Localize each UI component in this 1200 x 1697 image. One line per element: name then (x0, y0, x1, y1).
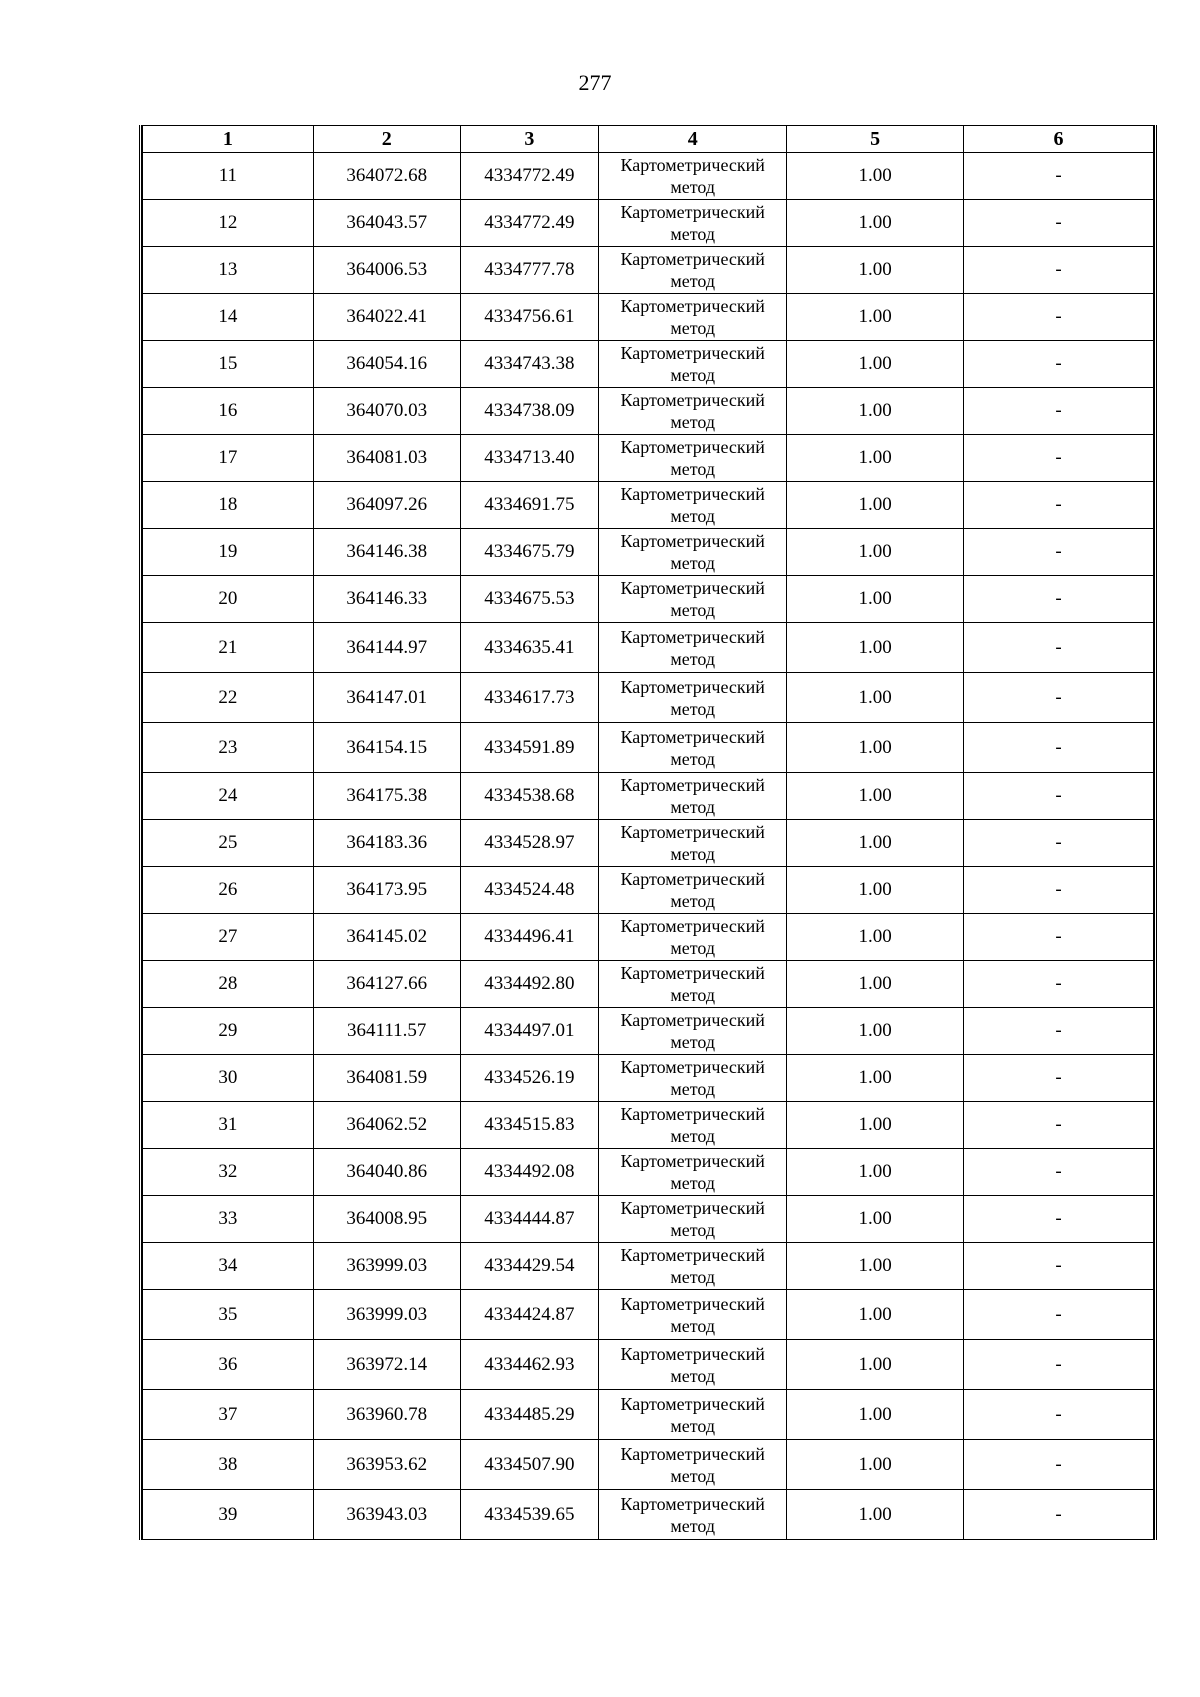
method-text-line1: Картометрический (620, 1198, 765, 1218)
method-text-line1: Картометрический (620, 1393, 765, 1414)
y-coordinate-cell: 4334507.90 (460, 1440, 599, 1490)
method-cell (599, 867, 787, 914)
method-text-line2: метод (670, 1415, 716, 1436)
method-text-line2: метод (670, 1267, 716, 1287)
method-cell (599, 1149, 787, 1196)
table-row (143, 867, 1154, 914)
method-text-line2: метод (670, 1220, 716, 1240)
x-coordinate-cell: 364146.38 (313, 529, 460, 576)
method-text-line2: метод (670, 1032, 716, 1052)
method-text-line2: метод (670, 177, 716, 197)
accuracy-cell: 1.00 (787, 247, 964, 294)
note-cell: - (964, 482, 1154, 529)
point-number-cell: 25 (143, 820, 314, 867)
column-header: 1 (143, 126, 314, 153)
x-coordinate-cell: 364111.57 (313, 1008, 460, 1055)
point-number-cell: 33 (143, 1196, 314, 1243)
method-text-line1: Картометрический (620, 155, 765, 175)
table-row (143, 1340, 1154, 1390)
x-coordinate-cell: 364040.86 (313, 1149, 460, 1196)
x-coordinate-cell: 364081.03 (313, 435, 460, 482)
table-row (143, 482, 1154, 529)
x-coordinate-cell: 364145.02 (313, 914, 460, 961)
y-coordinate-cell: 4334524.48 (460, 867, 599, 914)
method-text-line2: метод (670, 1515, 716, 1536)
note-cell: - (964, 1008, 1154, 1055)
method-text-line1: Картометрический (620, 1245, 765, 1265)
table-row (143, 1196, 1154, 1243)
accuracy-cell: 1.00 (787, 961, 964, 1008)
table-row (143, 1290, 1154, 1340)
y-coordinate-cell: 4334492.80 (460, 961, 599, 1008)
method-cell (599, 247, 787, 294)
point-number-cell: 20 (143, 576, 314, 623)
method-cell (599, 1243, 787, 1290)
x-coordinate-cell: 364043.57 (313, 200, 460, 247)
table-row (143, 1390, 1154, 1440)
y-coordinate-cell: 4334492.08 (460, 1149, 599, 1196)
accuracy-cell: 1.00 (787, 435, 964, 482)
y-coordinate-cell: 4334528.97 (460, 820, 599, 867)
method-cell (599, 673, 787, 723)
method-text-line1: Картометрический (620, 296, 765, 316)
note-cell: - (964, 1149, 1154, 1196)
coordinates-table-wrapper (139, 125, 1157, 1540)
table-row (143, 341, 1154, 388)
x-coordinate-cell: 363953.62 (313, 1440, 460, 1490)
table-header-row (143, 126, 1154, 153)
note-cell: - (964, 961, 1154, 1008)
accuracy-cell: 1.00 (787, 153, 964, 200)
point-number-cell: 18 (143, 482, 314, 529)
accuracy-cell: 1.00 (787, 576, 964, 623)
method-text-line2: метод (670, 412, 716, 432)
method-text-line1: Картометрический (620, 1104, 765, 1124)
point-number-cell: 21 (143, 623, 314, 673)
x-coordinate-cell: 364070.03 (313, 388, 460, 435)
y-coordinate-cell: 4334635.41 (460, 623, 599, 673)
x-coordinate-cell: 364144.97 (313, 623, 460, 673)
note-cell: - (964, 247, 1154, 294)
method-cell (599, 341, 787, 388)
note-cell: - (964, 820, 1154, 867)
x-coordinate-cell: 363972.14 (313, 1340, 460, 1390)
method-text-line1: Картометрический (620, 202, 765, 222)
column-header: 6 (964, 126, 1154, 153)
method-text-line1: Картометрический (620, 726, 765, 747)
method-text-line2: метод (670, 271, 716, 291)
table-row (143, 200, 1154, 247)
method-text-line2: метод (670, 600, 716, 620)
method-text-line2: метод (670, 938, 716, 958)
table-row (143, 723, 1154, 773)
note-cell: - (964, 1055, 1154, 1102)
x-coordinate-cell: 363999.03 (313, 1243, 460, 1290)
note-cell: - (964, 1102, 1154, 1149)
x-coordinate-cell: 364147.01 (313, 673, 460, 723)
accuracy-cell: 1.00 (787, 1149, 964, 1196)
method-cell (599, 773, 787, 820)
method-text-line1: Картометрический (620, 1493, 765, 1514)
note-cell: - (964, 723, 1154, 773)
method-text-line2: метод (670, 648, 716, 669)
y-coordinate-cell: 4334429.54 (460, 1243, 599, 1290)
point-number-cell: 26 (143, 867, 314, 914)
point-number-cell: 34 (143, 1243, 314, 1290)
x-coordinate-cell: 364154.15 (313, 723, 460, 773)
method-text-line2: метод (670, 553, 716, 573)
method-text-line1: Картометрический (620, 869, 765, 889)
method-text-line1: Картометрический (620, 343, 765, 363)
method-text-line1: Картометрический (620, 1151, 765, 1171)
note-cell: - (964, 435, 1154, 482)
x-coordinate-cell: 364183.36 (313, 820, 460, 867)
y-coordinate-cell: 4334675.53 (460, 576, 599, 623)
method-text-line1: Картометрический (620, 578, 765, 598)
y-coordinate-cell: 4334515.83 (460, 1102, 599, 1149)
table-row (143, 1008, 1154, 1055)
table-row (143, 1490, 1154, 1540)
method-cell (599, 529, 787, 576)
point-number-cell: 37 (143, 1390, 314, 1440)
y-coordinate-cell: 4334424.87 (460, 1290, 599, 1340)
y-coordinate-cell: 4334617.73 (460, 673, 599, 723)
method-text-line2: метод (670, 891, 716, 911)
method-text-line2: метод (670, 365, 716, 385)
method-text-line1: Картометрический (620, 437, 765, 457)
point-number-cell: 12 (143, 200, 314, 247)
accuracy-cell: 1.00 (787, 388, 964, 435)
accuracy-cell: 1.00 (787, 773, 964, 820)
table-row (143, 1243, 1154, 1290)
point-number-cell: 19 (143, 529, 314, 576)
note-cell: - (964, 576, 1154, 623)
table-row (143, 1440, 1154, 1490)
x-coordinate-cell: 363999.03 (313, 1290, 460, 1340)
coordinates-table (142, 125, 1154, 1540)
table-row (143, 388, 1154, 435)
point-number-cell: 31 (143, 1102, 314, 1149)
accuracy-cell: 1.00 (787, 294, 964, 341)
column-header: 5 (787, 126, 964, 153)
method-cell (599, 961, 787, 1008)
x-coordinate-cell: 364081.59 (313, 1055, 460, 1102)
table-row (143, 247, 1154, 294)
method-cell (599, 1390, 787, 1440)
point-number-cell: 16 (143, 388, 314, 435)
accuracy-cell: 1.00 (787, 914, 964, 961)
table-row (143, 961, 1154, 1008)
y-coordinate-cell: 4334743.38 (460, 341, 599, 388)
page-number: 277 (578, 70, 612, 95)
y-coordinate-cell: 4334485.29 (460, 1390, 599, 1440)
accuracy-cell: 1.00 (787, 1008, 964, 1055)
method-cell (599, 435, 787, 482)
method-text-line1: Картометрический (620, 484, 765, 504)
y-coordinate-cell: 4334539.65 (460, 1490, 599, 1540)
accuracy-cell: 1.00 (787, 723, 964, 773)
method-text-line1: Картометрический (620, 775, 765, 795)
point-number-cell: 11 (143, 153, 314, 200)
method-text-line1: Картометрический (620, 626, 765, 647)
point-number-cell: 15 (143, 341, 314, 388)
x-coordinate-cell: 364062.52 (313, 1102, 460, 1149)
accuracy-cell: 1.00 (787, 1102, 964, 1149)
point-number-cell: 30 (143, 1055, 314, 1102)
y-coordinate-cell: 4334772.49 (460, 200, 599, 247)
method-text-line1: Картометрический (620, 1057, 765, 1077)
table-row (143, 1149, 1154, 1196)
y-coordinate-cell: 4334538.68 (460, 773, 599, 820)
note-cell: - (964, 914, 1154, 961)
note-cell: - (964, 1290, 1154, 1340)
accuracy-cell: 1.00 (787, 867, 964, 914)
method-text-line1: Картометрический (620, 1343, 765, 1364)
method-text-line2: метод (670, 985, 716, 1005)
accuracy-cell: 1.00 (787, 529, 964, 576)
method-cell (599, 1196, 787, 1243)
x-coordinate-cell: 363943.03 (313, 1490, 460, 1540)
note-cell: - (964, 1390, 1154, 1440)
y-coordinate-cell: 4334497.01 (460, 1008, 599, 1055)
accuracy-cell: 1.00 (787, 1390, 964, 1440)
method-text-line1: Картометрический (620, 963, 765, 983)
x-coordinate-cell: 363960.78 (313, 1390, 460, 1440)
y-coordinate-cell: 4334444.87 (460, 1196, 599, 1243)
y-coordinate-cell: 4334777.78 (460, 247, 599, 294)
y-coordinate-cell: 4334496.41 (460, 914, 599, 961)
table-row (143, 435, 1154, 482)
y-coordinate-cell: 4334462.93 (460, 1340, 599, 1390)
note-cell: - (964, 867, 1154, 914)
accuracy-cell: 1.00 (787, 1290, 964, 1340)
note-cell: - (964, 341, 1154, 388)
method-text-line2: метод (670, 224, 716, 244)
method-text-line2: метод (670, 1173, 716, 1193)
point-number-cell: 29 (143, 1008, 314, 1055)
method-cell (599, 820, 787, 867)
x-coordinate-cell: 364072.68 (313, 153, 460, 200)
table-row (143, 914, 1154, 961)
method-cell (599, 1102, 787, 1149)
note-cell: - (964, 1243, 1154, 1290)
table-row (143, 529, 1154, 576)
method-text-line2: метод (670, 1465, 716, 1486)
note-cell: - (964, 1440, 1154, 1490)
method-cell (599, 388, 787, 435)
note-cell: - (964, 773, 1154, 820)
method-text-line2: метод (670, 459, 716, 479)
accuracy-cell: 1.00 (787, 1490, 964, 1540)
point-number-cell: 14 (143, 294, 314, 341)
column-header: 2 (313, 126, 460, 153)
x-coordinate-cell: 364175.38 (313, 773, 460, 820)
point-number-cell: 27 (143, 914, 314, 961)
point-number-cell: 23 (143, 723, 314, 773)
point-number-cell: 36 (143, 1340, 314, 1390)
method-cell (599, 623, 787, 673)
note-cell: - (964, 153, 1154, 200)
table-body (143, 153, 1154, 1540)
method-text-line2: метод (670, 748, 716, 769)
method-text-line1: Картометрический (620, 916, 765, 936)
method-text-line1: Картометрический (620, 1293, 765, 1314)
method-cell (599, 1340, 787, 1390)
table-row (143, 1055, 1154, 1102)
method-cell (599, 1055, 787, 1102)
accuracy-cell: 1.00 (787, 623, 964, 673)
y-coordinate-cell: 4334691.75 (460, 482, 599, 529)
method-cell (599, 1008, 787, 1055)
point-number-cell: 22 (143, 673, 314, 723)
accuracy-cell: 1.00 (787, 673, 964, 723)
method-cell (599, 294, 787, 341)
note-cell: - (964, 1340, 1154, 1390)
method-cell (599, 200, 787, 247)
method-text-line2: метод (670, 1365, 716, 1386)
method-cell (599, 914, 787, 961)
method-text-line1: Картометрический (620, 390, 765, 410)
point-number-cell: 39 (143, 1490, 314, 1540)
point-number-cell: 35 (143, 1290, 314, 1340)
table-row (143, 576, 1154, 623)
accuracy-cell: 1.00 (787, 1196, 964, 1243)
x-coordinate-cell: 364006.53 (313, 247, 460, 294)
table-row (143, 294, 1154, 341)
table-row (143, 623, 1154, 673)
method-text-line2: метод (670, 844, 716, 864)
method-text-line2: метод (670, 506, 716, 526)
method-text-line2: метод (670, 1315, 716, 1336)
table-row (143, 153, 1154, 200)
accuracy-cell: 1.00 (787, 1243, 964, 1290)
x-coordinate-cell: 364022.41 (313, 294, 460, 341)
accuracy-cell: 1.00 (787, 200, 964, 247)
x-coordinate-cell: 364054.16 (313, 341, 460, 388)
note-cell: - (964, 388, 1154, 435)
method-text-line1: Картометрический (620, 822, 765, 842)
method-text-line2: метод (670, 318, 716, 338)
accuracy-cell: 1.00 (787, 341, 964, 388)
column-header: 4 (599, 126, 787, 153)
table-row (143, 1102, 1154, 1149)
method-cell (599, 1440, 787, 1490)
table-row (143, 773, 1154, 820)
x-coordinate-cell: 364173.95 (313, 867, 460, 914)
note-cell: - (964, 1196, 1154, 1243)
method-text-line1: Картометрический (620, 1443, 765, 1464)
method-text-line2: метод (670, 1126, 716, 1146)
table-row (143, 673, 1154, 723)
accuracy-cell: 1.00 (787, 1340, 964, 1390)
method-text-line1: Картометрический (620, 249, 765, 269)
x-coordinate-cell: 364146.33 (313, 576, 460, 623)
method-text-line2: метод (670, 797, 716, 817)
method-text-line1: Картометрический (620, 531, 765, 551)
x-coordinate-cell: 364127.66 (313, 961, 460, 1008)
y-coordinate-cell: 4334591.89 (460, 723, 599, 773)
point-number-cell: 24 (143, 773, 314, 820)
column-header: 3 (460, 126, 599, 153)
note-cell: - (964, 294, 1154, 341)
note-cell: - (964, 200, 1154, 247)
note-cell: - (964, 1490, 1154, 1540)
accuracy-cell: 1.00 (787, 482, 964, 529)
note-cell: - (964, 529, 1154, 576)
y-coordinate-cell: 4334675.79 (460, 529, 599, 576)
method-cell (599, 1290, 787, 1340)
point-number-cell: 38 (143, 1440, 314, 1490)
method-cell (599, 723, 787, 773)
method-text-line2: метод (670, 1079, 716, 1099)
y-coordinate-cell: 4334713.40 (460, 435, 599, 482)
table-row (143, 820, 1154, 867)
y-coordinate-cell: 4334738.09 (460, 388, 599, 435)
accuracy-cell: 1.00 (787, 820, 964, 867)
point-number-cell: 17 (143, 435, 314, 482)
y-coordinate-cell: 4334526.19 (460, 1055, 599, 1102)
accuracy-cell: 1.00 (787, 1055, 964, 1102)
x-coordinate-cell: 364008.95 (313, 1196, 460, 1243)
x-coordinate-cell: 364097.26 (313, 482, 460, 529)
point-number-cell: 13 (143, 247, 314, 294)
point-number-cell: 28 (143, 961, 314, 1008)
method-cell (599, 1490, 787, 1540)
method-text-line1: Картометрический (620, 676, 765, 697)
y-coordinate-cell: 4334756.61 (460, 294, 599, 341)
note-cell: - (964, 673, 1154, 723)
note-cell: - (964, 623, 1154, 673)
method-text-line2: метод (670, 698, 716, 719)
accuracy-cell: 1.00 (787, 1440, 964, 1490)
y-coordinate-cell: 4334772.49 (460, 153, 599, 200)
method-cell (599, 576, 787, 623)
point-number-cell: 32 (143, 1149, 314, 1196)
method-text-line1: Картометрический (620, 1010, 765, 1030)
method-cell (599, 153, 787, 200)
method-cell (599, 482, 787, 529)
